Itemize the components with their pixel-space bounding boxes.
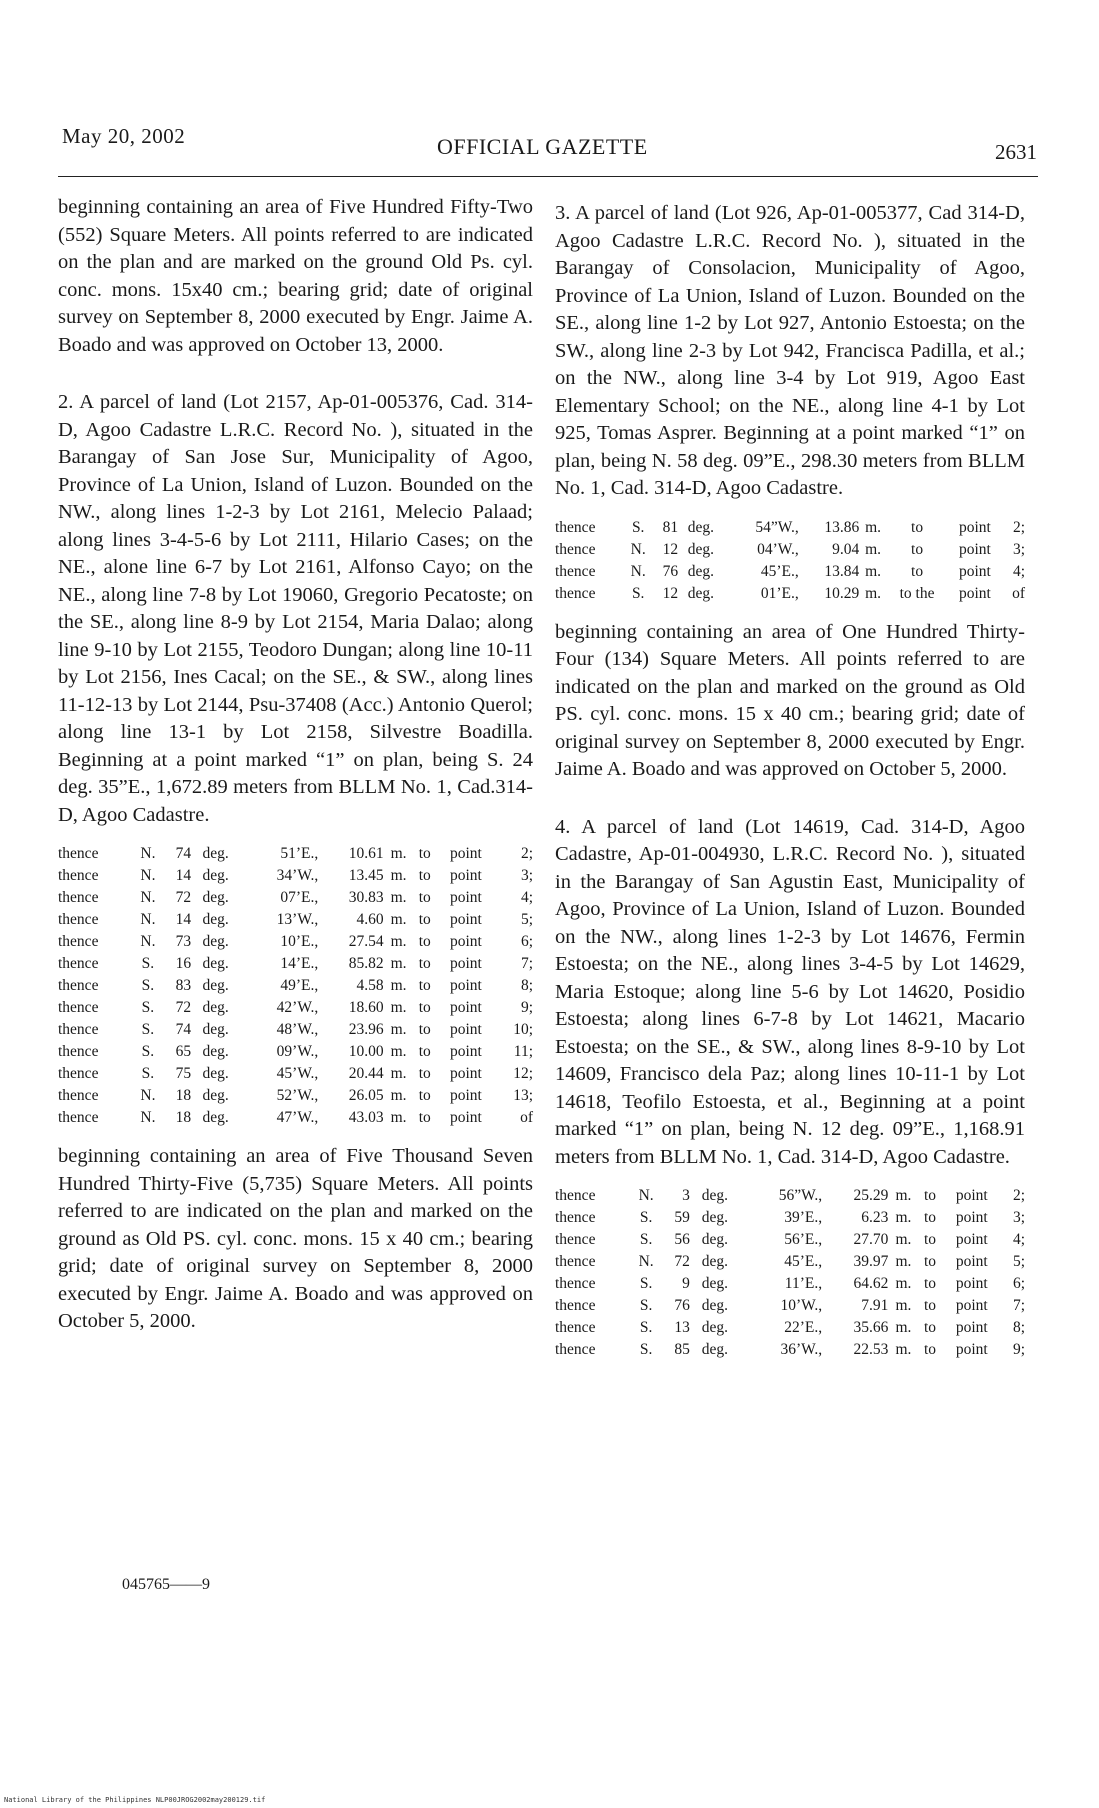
table-row	[58, 953, 533, 975]
table-cell: 56	[674, 1231, 690, 1248]
table-cell: point	[450, 1065, 482, 1082]
table-cell: m.	[390, 999, 407, 1016]
table-cell: deg.	[202, 1021, 229, 1038]
table-cell: deg.	[701, 1341, 728, 1358]
table-cell: deg.	[202, 933, 229, 950]
table-cell: point	[958, 518, 991, 536]
table-cell: thence	[555, 1319, 596, 1336]
page-number: 2631	[995, 140, 1037, 164]
table-row	[58, 1041, 533, 1063]
table-cell: deg.	[202, 977, 229, 994]
table-cell: thence	[555, 1231, 596, 1248]
table-cell: 9.04	[832, 540, 860, 558]
table-cell: m.	[390, 1109, 407, 1126]
table-cell: thence	[58, 867, 99, 884]
table-cell: 3;	[1012, 540, 1025, 558]
table-cell: deg.	[701, 1187, 728, 1204]
print-code: 045765——9	[122, 1576, 210, 1593]
table-cell: 4;	[520, 889, 533, 906]
table-cell: thence	[555, 1341, 596, 1358]
table-cell: m.	[895, 1209, 912, 1226]
table-cell: 43.03	[348, 1109, 384, 1126]
table-cell: 14	[175, 867, 192, 884]
table-cell: N.	[630, 562, 646, 580]
table-cell: m.	[390, 1087, 407, 1104]
table-row	[58, 997, 533, 1019]
table-cell: 22.53	[853, 1341, 889, 1358]
table-cell: thence	[555, 1275, 596, 1292]
table-row	[58, 1063, 533, 1085]
table-cell: thence	[58, 911, 99, 928]
table-cell: 10’W.,	[780, 1297, 823, 1314]
table-cell: 74	[175, 1021, 192, 1038]
table-cell: thence	[58, 999, 99, 1016]
table-cell: S.	[141, 1021, 155, 1038]
table-cell: to	[418, 933, 431, 950]
table-cell: 04’W.,	[757, 540, 799, 558]
table-row	[555, 1251, 1025, 1273]
table-cell: 9;	[1012, 1341, 1025, 1358]
table-cell: to	[418, 1043, 431, 1060]
table-cell: thence	[58, 1043, 99, 1060]
table-cell: to	[924, 1253, 937, 1270]
table-cell: 18	[175, 1087, 192, 1104]
table-cell: 10;	[513, 1021, 533, 1038]
table-cell: to the	[899, 584, 935, 602]
table-cell: 4.60	[356, 911, 384, 928]
library-stamp: National Library of the Philippines NLP00JROG2002may200129.tif	[4, 1796, 266, 1804]
table-cell: m.	[390, 911, 407, 928]
table-cell: N.	[140, 1109, 156, 1126]
table-cell: S.	[639, 1341, 653, 1358]
table-cell: 35.66	[853, 1319, 889, 1336]
table-cell: 65	[175, 1043, 192, 1060]
table-cell: 30.83	[348, 889, 384, 906]
table-cell: thence	[58, 889, 99, 906]
table-cell: thence	[555, 518, 596, 536]
paragraph: 3. A parcel of land (Lot 926, Ap-01-005377, Cad 314-D, Agoo Cadastre L.R.C. Record No. ), situated in the Barangay of Consolacion, Municipality of Agoo, Province of La Union, Island of Luzon. Bounded on the SE., along line 1-2 by Lot 927, Antonio Estoesta; on the SW., along line 2-3 by Lot 942, Francisca Padilla, et al.; on the NW., along line 3-4 by Lot 919, Agoo East Elementary School; on the NE., along line 4-1 by Lot 925, Tomas Asprer. Beginning at a point marked “1” on plan, being N. 58 deg. 09”E., 298.30 meters from BLLM No. 1, Cad. 314-D, Agoo Cadastre.	[555, 202, 1025, 499]
table-cell: to	[911, 518, 924, 536]
table-cell: to	[418, 1021, 431, 1038]
table-cell: to	[418, 999, 431, 1016]
table-cell: 13	[674, 1319, 690, 1336]
table-cell: 10.61	[348, 845, 384, 862]
table-cell: to	[418, 1087, 431, 1104]
table-cell: 26.05	[348, 1087, 384, 1104]
table-cell: 76	[674, 1297, 690, 1314]
table-cell: 83	[175, 977, 192, 994]
right-column	[555, 200, 1025, 1375]
table-cell: 76	[662, 562, 679, 580]
paragraph: beginning containing an area of Five Thousand Seven Hundred Thirty-Five (5,735) Square Meters. All points referred to are indicated on the plan and marked on the ground as Old PS. cyl. conc. mons. 15 x 40 cm.; bearing grid; date of original survey on September 8, 2000 executed by Engr. Jaime A. Boado and was approved on October 5, 2000.	[58, 1145, 533, 1332]
table-cell: m.	[390, 1065, 407, 1082]
table-cell: 48’W.,	[276, 1021, 319, 1038]
table-row	[58, 887, 533, 909]
table-cell: to	[418, 1065, 431, 1082]
table-cell: 6;	[520, 933, 533, 950]
table-cell: S.	[631, 518, 645, 536]
table-cell: deg.	[687, 584, 714, 602]
table-row	[58, 975, 533, 997]
table-cell: S.	[141, 977, 155, 994]
table-cell: thence	[58, 1021, 99, 1038]
table-row	[555, 1273, 1025, 1295]
table-cell: 5;	[520, 911, 533, 928]
table-cell: 2;	[520, 845, 533, 862]
table-cell: 45’W.,	[276, 1065, 319, 1082]
table-cell: thence	[58, 933, 99, 950]
table-cell: deg.	[202, 845, 229, 862]
table-cell: 3;	[1012, 1209, 1025, 1226]
table-cell: point	[955, 1209, 988, 1226]
table-cell: 13;	[513, 1087, 533, 1104]
table-cell: point	[955, 1253, 988, 1270]
table-cell: to	[418, 955, 431, 972]
table-row	[58, 1085, 533, 1107]
table-cell: deg.	[687, 540, 714, 558]
table-cell: N.	[140, 845, 156, 862]
table-cell: point	[450, 933, 482, 950]
table-cell: 39.97	[853, 1253, 889, 1270]
table-cell: 42’W.,	[276, 999, 319, 1016]
table-cell: thence	[555, 1209, 596, 1226]
table-cell: S.	[639, 1275, 653, 1292]
table-cell: S.	[639, 1319, 653, 1336]
table-cell: m.	[390, 955, 407, 972]
table-cell: m.	[390, 845, 407, 862]
table-cell: 54”W.,	[755, 518, 799, 536]
table-cell: to	[418, 1109, 431, 1126]
table-cell: deg.	[701, 1275, 728, 1292]
table-cell: 11;	[513, 1043, 533, 1060]
table-cell: 07’E.,	[280, 889, 319, 906]
table-cell: N.	[638, 1187, 654, 1204]
table-cell: point	[450, 1043, 482, 1060]
table-cell: m.	[865, 518, 881, 536]
publication-title: OFFICIAL GAZETTE	[437, 134, 648, 159]
table-cell: deg.	[701, 1231, 728, 1248]
table-cell: deg.	[701, 1297, 728, 1314]
table-cell: 20.44	[348, 1065, 384, 1082]
table-cell: to	[924, 1209, 937, 1226]
table-cell: 14’E.,	[280, 955, 319, 972]
table-cell: 64.62	[853, 1275, 889, 1292]
table-cell: deg.	[202, 999, 229, 1016]
table-cell: 2;	[1012, 1187, 1025, 1204]
table-cell: thence	[58, 845, 99, 862]
table-row	[555, 1207, 1025, 1229]
table-cell: deg.	[202, 1043, 229, 1060]
table-cell: 45’E.,	[760, 562, 799, 580]
table-cell: point	[955, 1275, 988, 1292]
table-cell: to	[924, 1297, 937, 1314]
table-row	[555, 1295, 1025, 1317]
table-cell: point	[955, 1297, 988, 1314]
table-cell: point	[450, 1087, 482, 1104]
table-cell: 85	[674, 1341, 690, 1358]
table-cell: point	[450, 955, 482, 972]
table-cell: thence	[555, 584, 596, 602]
table-cell: 81	[662, 518, 679, 536]
table-cell: 72	[674, 1253, 690, 1270]
table-cell: m.	[895, 1319, 912, 1336]
table-cell: to	[924, 1275, 937, 1292]
table-cell: to	[924, 1341, 937, 1358]
table-cell: 56”W.,	[778, 1187, 823, 1204]
table-row	[58, 865, 533, 887]
bearings-table	[58, 843, 533, 1129]
bearings-table	[555, 517, 1025, 605]
table-cell: 10’E.,	[280, 933, 319, 950]
table-cell: 6;	[1012, 1275, 1025, 1292]
table-cell: deg.	[202, 911, 229, 928]
table-row	[555, 1185, 1025, 1207]
table-cell: point	[450, 889, 482, 906]
table-row	[58, 843, 533, 865]
table-cell: 45’E.,	[784, 1253, 823, 1270]
table-cell: point	[450, 845, 482, 862]
table-cell: thence	[58, 955, 99, 972]
table-cell: deg.	[202, 1109, 229, 1126]
table-cell: 10.00	[348, 1043, 384, 1060]
table-cell: 18	[175, 1109, 192, 1126]
table-row	[555, 1339, 1025, 1361]
table-cell: S.	[141, 1043, 155, 1060]
table-cell: to	[911, 562, 924, 580]
table-cell: of	[520, 1109, 533, 1126]
table-cell: 8;	[520, 977, 533, 994]
table-cell: 9;	[520, 999, 533, 1016]
table-cell: 72	[175, 889, 192, 906]
table-cell: 12	[662, 584, 679, 602]
paragraph: 4. A parcel of land (Lot 14619, Cad. 314-D, Agoo Cadastre, Ap-01-004930, L.R.C. Record No. ), situated in the Barangay of San Agustin East, Municipality of Agoo, Province of La Union, Island of Luzon. Bounded on the NW., along lines 1-2-3 by Lot 14676, Fermin Estoesta; on the NE., along lines 3-4-5 by Lot 14629, Maria Estoque; along line 5-6 by Lot 14620, Posidio Estoesta; along lines 6-7-8 by Lot 14621, Macario Estoesta; on the SE., & SW., along lines 8-9-10 by Lot 14609, Francisco dela Paz; along lines 10-11-1 by Lot 14618, Teofilo Estoesta, et al., Beginning at a point marked “1” on plan, being N. 12 deg. 09”E., 1,168.91 meters from BLLM No. 1, Cad. 314-D, Agoo Cadastre.	[555, 815, 1025, 1168]
table-cell: 47’W.,	[276, 1109, 319, 1126]
table-cell: to	[924, 1187, 937, 1204]
table-cell: point	[958, 540, 991, 558]
table-cell: N.	[638, 1253, 654, 1270]
table-row	[58, 909, 533, 931]
table-cell: 56’E.,	[784, 1231, 823, 1248]
table-cell: 27.54	[348, 933, 384, 950]
table-cell: m.	[390, 1043, 407, 1060]
table-cell: S.	[141, 955, 155, 972]
table-cell: 7;	[520, 955, 533, 972]
table-cell: S.	[141, 999, 155, 1016]
table-cell: 4;	[1012, 1231, 1025, 1248]
table-cell: to	[924, 1231, 937, 1248]
table-cell: to	[911, 540, 924, 558]
table-cell: 85.82	[348, 955, 384, 972]
table-cell: N.	[140, 867, 156, 884]
table-cell: N.	[140, 911, 156, 928]
table-cell: 74	[175, 845, 192, 862]
table-row	[555, 583, 1025, 605]
table-cell: to	[924, 1319, 937, 1336]
table-cell: point	[955, 1319, 988, 1336]
table-cell: m.	[895, 1231, 912, 1248]
table-cell: 25.29	[853, 1187, 889, 1204]
table-cell: deg.	[687, 562, 714, 580]
table-cell: to	[418, 911, 431, 928]
table-cell: point	[450, 1109, 482, 1126]
table-cell: 12	[662, 540, 679, 558]
table-row	[555, 1317, 1025, 1339]
table-cell: to	[418, 889, 431, 906]
table-cell: m.	[895, 1275, 912, 1292]
table-cell: N.	[630, 540, 646, 558]
table-cell: 72	[175, 999, 192, 1016]
table-cell: 22’E.,	[784, 1319, 823, 1336]
table-row	[58, 931, 533, 953]
table-cell: thence	[58, 977, 99, 994]
table-cell: S.	[639, 1297, 653, 1314]
table-cell: 12;	[513, 1065, 533, 1082]
table-cell: 13’W.,	[276, 911, 319, 928]
table-cell: deg.	[202, 955, 229, 972]
table-cell: 10.29	[824, 584, 860, 602]
table-row	[555, 1229, 1025, 1251]
table-cell: 16	[175, 955, 192, 972]
table-cell: 3;	[520, 867, 533, 884]
table-cell: deg.	[202, 867, 229, 884]
page-header	[62, 124, 1037, 164]
table-cell: 13.86	[824, 518, 860, 536]
table-cell: S.	[639, 1209, 653, 1226]
table-cell: thence	[555, 540, 596, 558]
table-cell: thence	[555, 1253, 596, 1270]
table-cell: 13.84	[824, 562, 860, 580]
table-cell: point	[958, 584, 991, 602]
table-cell: point	[450, 999, 482, 1016]
table-cell: 4;	[1012, 562, 1025, 580]
table-cell: 34’W.,	[276, 867, 319, 884]
table-cell: point	[958, 562, 991, 580]
table-cell: 52’W.,	[276, 1087, 319, 1104]
table-cell: 18.60	[348, 999, 384, 1016]
table-cell: 73	[175, 933, 192, 950]
table-row	[555, 517, 1025, 539]
table-cell: 49’E.,	[280, 977, 319, 994]
table-cell: 09’W.,	[276, 1043, 319, 1060]
table-cell: 9	[682, 1275, 690, 1292]
table-cell: 01’E.,	[760, 584, 799, 602]
table-cell: thence	[58, 1087, 99, 1104]
table-cell: point	[450, 911, 482, 928]
table-cell: thence	[555, 1187, 596, 1204]
table-cell: 7.91	[861, 1297, 889, 1314]
table-cell: 59	[674, 1209, 690, 1226]
table-cell: N.	[140, 933, 156, 950]
table-cell: 39’E.,	[784, 1209, 823, 1226]
table-cell: to	[418, 845, 431, 862]
table-cell: 27.70	[853, 1231, 889, 1248]
table-cell: 4.58	[356, 977, 384, 994]
header-rule	[58, 176, 1038, 177]
table-cell: 5;	[1012, 1253, 1025, 1270]
table-cell: S.	[141, 1065, 155, 1082]
table-cell: 75	[175, 1065, 192, 1082]
table-cell: 8;	[1012, 1319, 1025, 1336]
table-cell: to	[418, 867, 431, 884]
table-cell: S.	[639, 1231, 653, 1248]
table-cell: point	[450, 1021, 482, 1038]
table-cell: deg.	[202, 1065, 229, 1082]
table-cell: m.	[895, 1187, 912, 1204]
paragraph: beginning containing an area of One Hundred Thirty-Four (134) Square Meters. All points referred to are indicated on the plan and marked on the ground as Old PS. cyl. conc. mons. 15 x 40 cm.; bearing grid; date of original survey on September 8, 2000 executed by Engr. Jaime A. Boado and was approved on October 5, 2000.	[555, 620, 1025, 780]
table-cell: thence	[58, 1109, 99, 1126]
table-cell: deg.	[701, 1209, 728, 1226]
table-cell: 7;	[1012, 1297, 1025, 1314]
table-cell: 11’E.,	[784, 1275, 823, 1292]
table-row	[555, 561, 1025, 583]
table-cell: N.	[140, 889, 156, 906]
table-cell: 3	[682, 1187, 690, 1204]
bearings-table	[555, 1185, 1025, 1361]
table-cell: m.	[390, 867, 407, 884]
table-cell: m.	[865, 584, 881, 602]
table-cell: point	[955, 1341, 988, 1358]
table-row	[58, 1107, 533, 1129]
table-cell: 2;	[1012, 518, 1025, 536]
paragraph: beginning containing an area of Five Hundred Fifty-Two (552) Square Meters. All points referred to are indicated on the plan and are marked on the ground Old Ps. cyl. conc. mons. 15x40 cm.; bearing grid; date of original survey on September 8, 2000 executed by Engr. Jaime A. Boado and was approved on October 13, 2000.	[58, 196, 533, 356]
table-cell: point	[450, 867, 482, 884]
table-cell: S.	[631, 584, 645, 602]
table-cell: point	[955, 1187, 988, 1204]
table-cell: m.	[390, 889, 407, 906]
issue-date: May 20, 2002	[62, 124, 186, 148]
table-cell: deg.	[202, 889, 229, 906]
table-cell: deg.	[701, 1253, 728, 1270]
table-cell: m.	[895, 1341, 912, 1358]
table-cell: deg.	[687, 518, 714, 536]
table-cell: 6.23	[861, 1209, 889, 1226]
table-cell: deg.	[701, 1319, 728, 1336]
table-cell: thence	[58, 1065, 99, 1082]
table-cell: 13.45	[348, 867, 384, 884]
paragraph: 2. A parcel of land (Lot 2157, Ap-01-005376, Cad. 314-D, Agoo Cadastre L.R.C. Record No. ), situated in the Barangay of San Jose Sur, Municipality of Agoo, Province of La Union, Island of Luzon. Bounded on the NW., along lines 1-2-3 by Lot 2161, Melecio Palaad; along lines 3-4-5-6 by Lot 2111, Hilario Cases; on the NE., alone line 6-7 by Lot 2161, Alfonso Cayo; on the NE., along line 7-8 by Lot 19060, Gregorio Pecatoste; on the SE., along line 8-9 by Lot 2154, Maria Dalao; along line 9-10 by Lot 2155, Teodoro Dungan; along line 10-11 by Lot 2156, Ines Cacal; on the SE., & SW., along lines 11-12-13 by Lot 2144, Psu-37408 (Acc.) Antonio Querol; along line 13-1 by Lot 2158, Silvestre Boadilla. Beginning at a point marked “1” on plan, being S. 24 deg. 35”E., 1,672.89 meters from BLLM No. 1, Cad.314-D, Agoo Cadastre.	[58, 391, 533, 826]
table-cell: 14	[175, 911, 192, 928]
table-cell: m.	[865, 540, 881, 558]
table-cell: m.	[895, 1297, 912, 1314]
table-cell: of	[1012, 584, 1025, 602]
table-cell: 23.96	[348, 1021, 384, 1038]
table-cell: 36’W.,	[780, 1341, 823, 1358]
table-cell: deg.	[202, 1087, 229, 1104]
table-cell: m.	[865, 562, 881, 580]
table-cell: thence	[555, 562, 596, 580]
table-cell: m.	[390, 977, 407, 994]
table-cell: thence	[555, 1297, 596, 1314]
table-cell: m.	[390, 933, 407, 950]
table-cell: m.	[895, 1253, 912, 1270]
table-cell: 51’E.,	[280, 845, 319, 862]
table-cell: m.	[390, 1021, 407, 1038]
left-column	[58, 194, 533, 1336]
table-row	[58, 1019, 533, 1041]
table-cell: to	[418, 977, 431, 994]
table-cell: point	[955, 1231, 988, 1248]
table-cell: N.	[140, 1087, 156, 1104]
table-row	[555, 539, 1025, 561]
table-cell: point	[450, 977, 482, 994]
